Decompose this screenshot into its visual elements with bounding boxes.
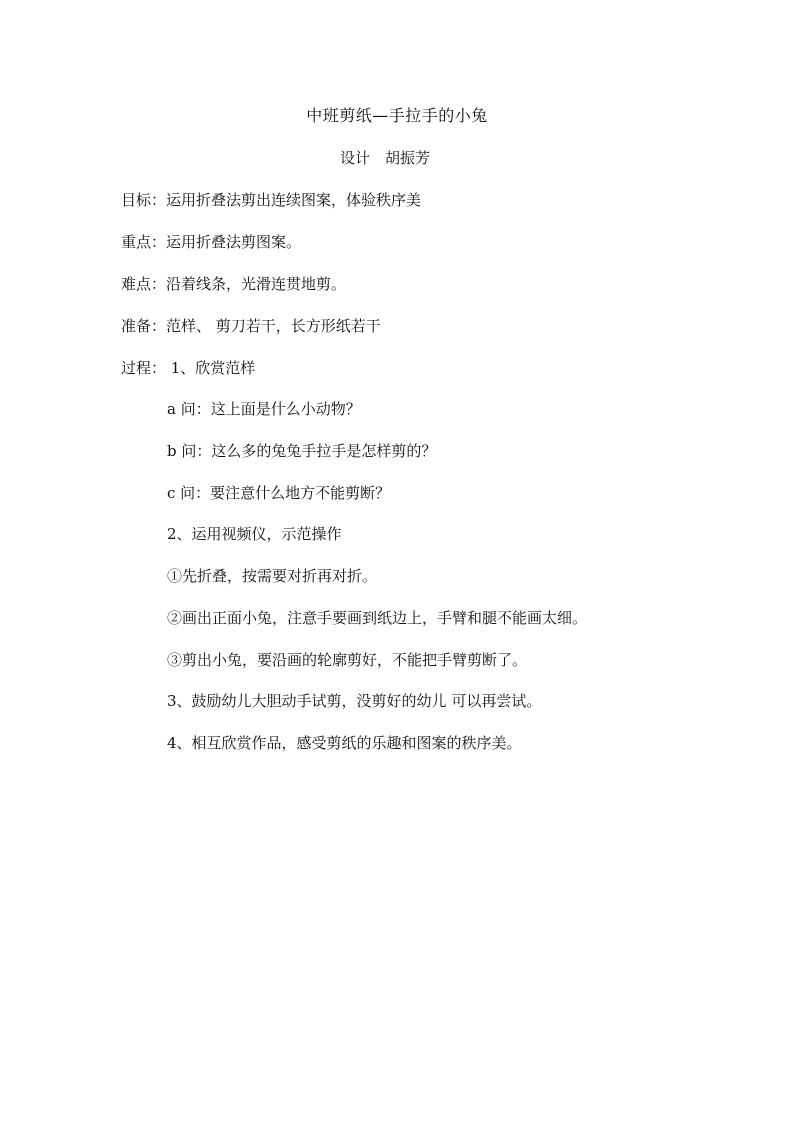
substep-3-line: ③剪出小兔，要沿画的轮廓剪好，不能把手臂剪断了。 xyxy=(167,651,528,669)
question-c-line: c 问：要注意什么地方不能剪断？ xyxy=(167,484,391,502)
substep-2-line: ②画出正面小兔，注意手要画到纸边上，手臂和腿不能画太细。 xyxy=(167,609,588,627)
goal-line: 目标：运用折叠法剪出连续图案，体验秩序美 xyxy=(121,191,422,209)
key-point-line: 重点：运用折叠法剪图案。 xyxy=(121,233,302,251)
step-3-line: 3、鼓励幼儿大胆动手试剪，没剪好的幼儿 可以再尝试。 xyxy=(167,692,542,710)
author-line: 设计 胡振芳 xyxy=(340,149,431,167)
question-b-line: b 问：这么多的兔兔手拉手是怎样剪的？ xyxy=(167,442,437,460)
document-title: 中班剪纸—手拉手的小兔 xyxy=(306,106,488,125)
preparation-line: 准备：范样、 剪刀若干，长方形纸若干 xyxy=(121,317,381,335)
step-2-line: 2、运用视频仪，示范操作 xyxy=(167,525,342,543)
process-line: 过程： 1、欣赏范样 xyxy=(121,359,256,377)
step-4-line: 4、相互欣赏作品，感受剪纸的乐趣和图案的秩序美。 xyxy=(167,734,522,752)
substep-1-line: ①先折叠，按需要对折再对折。 xyxy=(167,567,378,585)
difficulty-line: 难点：沿着线条，光滑连贯地剪。 xyxy=(121,275,347,293)
question-a-line: a 问：这上面是什么小动物？ xyxy=(167,400,361,418)
